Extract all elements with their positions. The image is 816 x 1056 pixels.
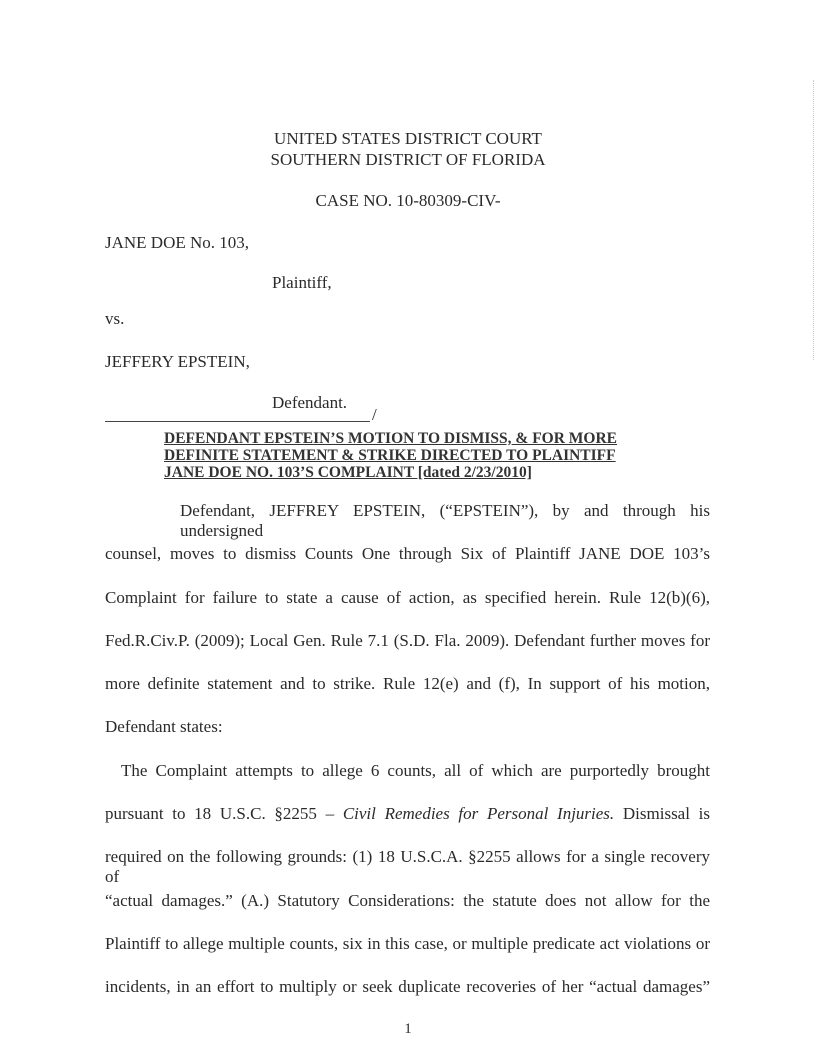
motion-title-line: JANE DOE NO. 103’S COMPLAINT [dated 2/23/2010]: [164, 464, 532, 481]
text-run: Dismissal is: [622, 804, 710, 823]
body-line: incidents, in an effort to multiply or seek duplicate recoveries of her “actual damages”: [105, 977, 710, 996]
body-line: Fed.R.Civ.P. (2009); Local Gen. Rule 7.1 (S.D. Fla. 2009). Defendant further moves for: [105, 631, 710, 650]
plaintiff-role: Plaintiff,: [272, 273, 332, 292]
defendant-role: Defendant.: [272, 393, 348, 412]
body-line: counsel, moves to dismiss Counts One through Six of Plaintiff JANE DOE 103’s: [105, 544, 710, 563]
statute-title: Civil Remedies for Personal Injuries.: [342, 804, 615, 823]
case-number: CASE NO. 10-80309-CIV-: [315, 191, 501, 210]
body-line: Defendant states:: [105, 717, 223, 736]
text-run: pursuant to 18 U.S.C. §2255 –: [105, 804, 343, 823]
body-line: “actual damages.” (A.) Statutory Considerations: the statute does not allow for the: [105, 891, 710, 910]
caption-slash: /: [372, 405, 377, 424]
motion-title-line: DEFENDANT EPSTEIN’S MOTION TO DISMISS, & FOR MORE: [164, 430, 618, 447]
caption-rule: [105, 421, 370, 422]
plaintiff-name: JANE DOE No. 103,: [105, 233, 250, 252]
body-line: Defendant, JEFFREY EPSTEIN, (“EPSTEIN”), by and through his undersigned: [180, 501, 710, 540]
versus: vs.: [105, 309, 125, 328]
body-line: Plaintiff to allege multiple counts, six in this case, or multiple predicate act violations or: [105, 934, 710, 953]
body-line: required on the following grounds: (1) 18 U.S.C.A. §2255 allows for a single recovery of: [105, 847, 710, 886]
body-line: Complaint for failure to state a cause of action, as specified herein. Rule 12(b)(6),: [105, 588, 710, 607]
page-number: 1: [404, 1021, 412, 1037]
motion-title-line: DEFINITE STATEMENT & STRIKE DIRECTED TO PLAINTIFF: [164, 447, 616, 464]
body-line: The Complaint attempts to allege 6 counts, all of which are purportedly brought: [121, 761, 710, 780]
court-district: SOUTHERN DISTRICT OF FLORIDA: [270, 150, 546, 169]
court-name: UNITED STATES DISTRICT COURT: [274, 129, 542, 148]
scan-edge-marks: [812, 80, 814, 360]
defendant-name: JEFFERY EPSTEIN,: [105, 352, 250, 371]
body-line: [105, 804, 710, 824]
body-line: more definite statement and to strike. Rule 12(e) and (f), In support of his motion,: [105, 674, 710, 693]
